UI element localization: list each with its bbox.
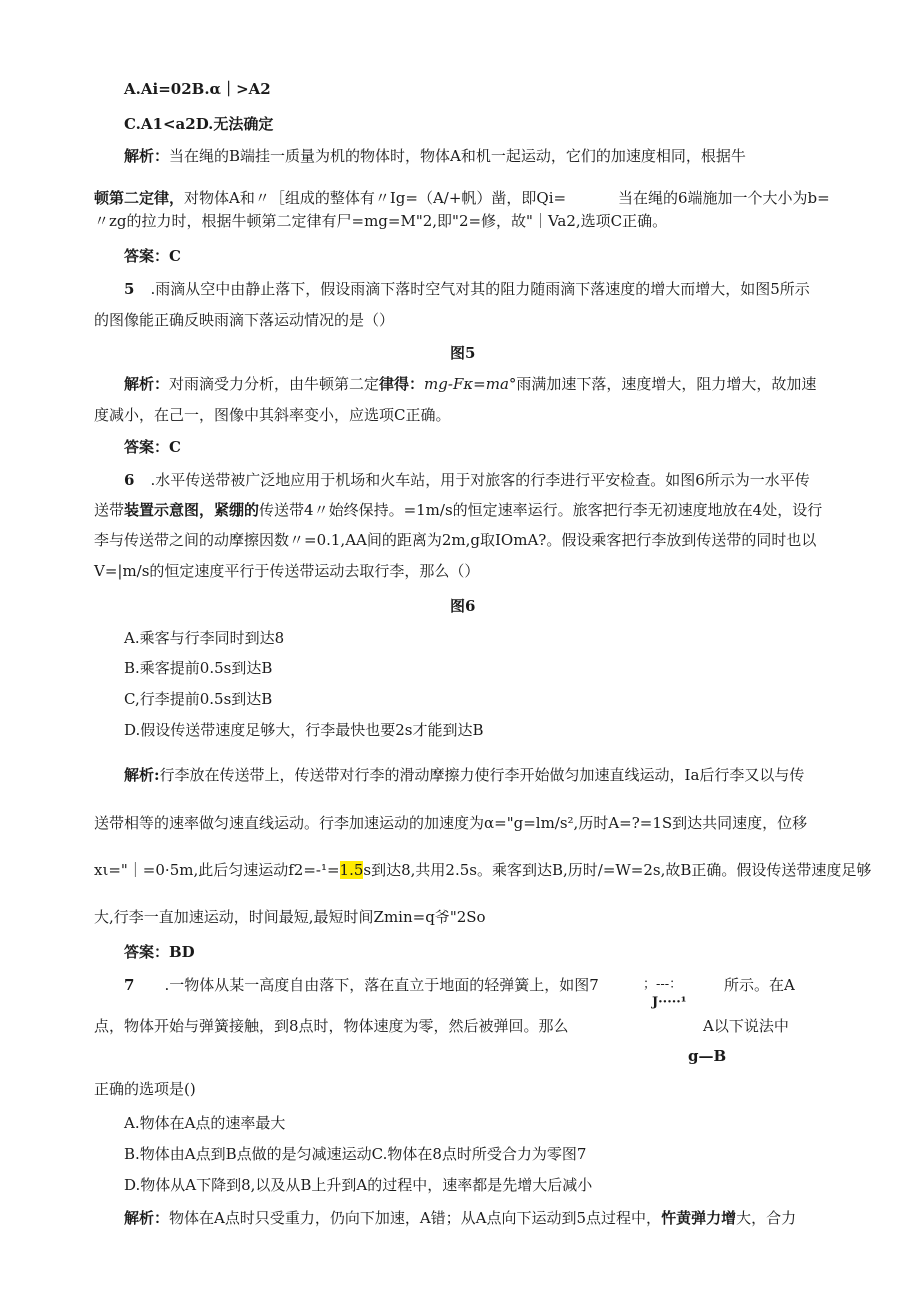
analysis-label: 解析： <box>124 375 170 393</box>
analysis-text: 行李放在传送带上，传送带对行李的滑动摩擦力使行李开始做匀加速直线运动，Ia后行李又以与传 <box>159 766 805 784</box>
question-number: 6 <box>124 471 135 489</box>
analysis-5-line-2: 度减小，在己一，图像中其斜率变小，应选项C正确。 <box>94 406 451 424</box>
option-7a: A.物体在A点的速率最大 <box>124 1114 286 1132</box>
emphasis-text: 忤黄弹力增 <box>661 1209 737 1227</box>
option-6d: D.假设传送带速度足够大，行李最快也要2s才能到达B <box>124 721 484 739</box>
answer-5: 答案：C <box>124 438 181 456</box>
figure-7-spring-bottom: J·····¹ <box>652 995 687 1010</box>
analysis-text: s到达8,共用2.5s。乘客到达B,历时/=W=2s,故B正确。假设传送带速度足够 <box>363 861 872 879</box>
question-text: 传送带4〃始终保持。=1m/s的恒定速率运行。旅客把行李无初速度地放在4处，设行 <box>259 501 823 519</box>
analysis-label: 解析： <box>124 147 170 165</box>
question-7-line-2-right: A以下说法中 <box>703 1017 789 1035</box>
question-text: .水平传送带被广泛地应用于机场和火车站，用于对旅客的行李进行平安检查。如图6所示为一水平传 <box>150 471 810 489</box>
question-number: 7 <box>124 976 135 994</box>
question-6-line-3: 李与传送带之间的动摩擦因数〃=0.1,AA间的距离为2m,g取IOmA?。假设乘客把行李放到传送带的同时也以 <box>94 531 817 549</box>
analysis-label: 解析： <box>124 1209 170 1227</box>
option-6a: A.乘客与行李同时到达8 <box>124 629 285 647</box>
figure-7-label-b: g—B <box>688 1047 727 1065</box>
question-7-line-1 <box>124 975 599 995</box>
analysis-4-line-2 <box>94 188 566 208</box>
highlighted-value: 1.5 <box>339 861 364 879</box>
figure-7-spring-top: ；---： <box>643 977 683 992</box>
question-5-line-2: 的图像能正确反映雨滴下落运动情况的是（） <box>94 311 395 329</box>
figure-5-caption: 图5 <box>450 344 476 362</box>
analysis-text: 对物体A和〃［组成的整体有〃Ig=（A/+帆）凿，即Qi= <box>184 189 567 207</box>
option-6b: B.乘客提前0.5s到达B <box>124 659 273 677</box>
question-5-line-1 <box>124 279 810 299</box>
analysis-4-line-3: 〃zg的拉力时，根据牛顿第二定律有尸=mg=M"2,即"2=修，故"｜Va2,选项C正确。 <box>94 212 668 230</box>
analysis-6-line-1 <box>124 765 804 785</box>
analysis-6-line-2: 送带相等的速率做匀速直线运动。行李加速运动的加速度为α="g=lm/s²,历时A=?=1S到达共同速度，位移 <box>94 814 808 832</box>
option-7d: D.物体从A下降到8,以及从B上升到A的过程中，速率都是先增大后减小 <box>124 1176 593 1194</box>
question-6-line-4: V=|m/s的恒定速度平行于传送带运动去取行李，那么（） <box>94 562 480 580</box>
emphasis-text: 律得： <box>379 375 425 393</box>
option-6c: C,行李提前0.5s到达B <box>124 690 273 708</box>
analysis-6-line-3 <box>94 860 871 880</box>
question-number: 5 <box>124 280 135 298</box>
question-text: .一物体从某一高度自由落下，落在直立于地面的轻弹簧上，如图7 <box>164 976 599 994</box>
question-text: 送带 <box>94 501 125 519</box>
analysis-text: xι="｜=0·5m,此后匀速运动f2=-¹= <box>94 861 340 879</box>
question-text: .雨滴从空中由静止落下，假设雨滴下落时空气对其的阻力随雨滴下落速度的增大而增大，如图5所示 <box>150 280 810 298</box>
analysis-label: 解析: <box>124 766 160 784</box>
option-cd-line: C.A1<a2D.无法确定 <box>124 115 274 133</box>
question-7-line-1-right: 所示。在A <box>724 976 795 994</box>
analysis-5-line-1 <box>124 374 816 394</box>
question-6-line-2 <box>94 500 822 520</box>
question-6-line-1 <box>124 470 810 490</box>
question-7-line-3: 正确的选项是() <box>94 1080 196 1098</box>
analysis-text: 当在绳的B端挂一质量为机的物体时，物体A和机一起运动，它们的加速度相同，根据牛 <box>169 147 746 165</box>
analysis-4-line-1 <box>124 146 746 166</box>
analysis-4-line-2-right: 当在绳的6端施加一个大小为b= <box>618 189 830 207</box>
answer-4: 答案：C <box>124 247 181 265</box>
formula-text: mg-Fκ=ma° <box>424 375 517 393</box>
emphasis-text: 装置示意图，紧绷的 <box>124 501 260 519</box>
analysis-text: 物体在A点时只受重力，仍向下加速，A错；从A点向下运动到5点过程中， <box>169 1209 662 1227</box>
figure-6-caption: 图6 <box>450 597 476 615</box>
analysis-6-line-4: 大,行李一直加速运动，时间最短,最短时间Zmin=q爷"2So <box>94 908 486 926</box>
option-7bc: B.物体由A点到B点做的是匀减速运动C.物体在8点时所受合力为零图7 <box>124 1145 587 1163</box>
question-7-line-2: 点，物体开始与弹簧接触，到8点时，物体速度为零，然后被弹回。那么 <box>94 1017 569 1035</box>
answer-6: 答案：BD <box>124 943 195 961</box>
analysis-text: 雨满加速下落，速度增大，阻力增大，故加速 <box>516 375 817 393</box>
emphasis-text: 顿第二定律， <box>94 189 185 207</box>
option-ab-line: A.Ai=02B.α｜>A2 <box>124 80 271 98</box>
analysis-text: 大，合力 <box>736 1209 797 1227</box>
analysis-text: 对雨滴受力分析，由牛顿第二定 <box>169 375 380 393</box>
analysis-7-line-1 <box>124 1208 796 1228</box>
